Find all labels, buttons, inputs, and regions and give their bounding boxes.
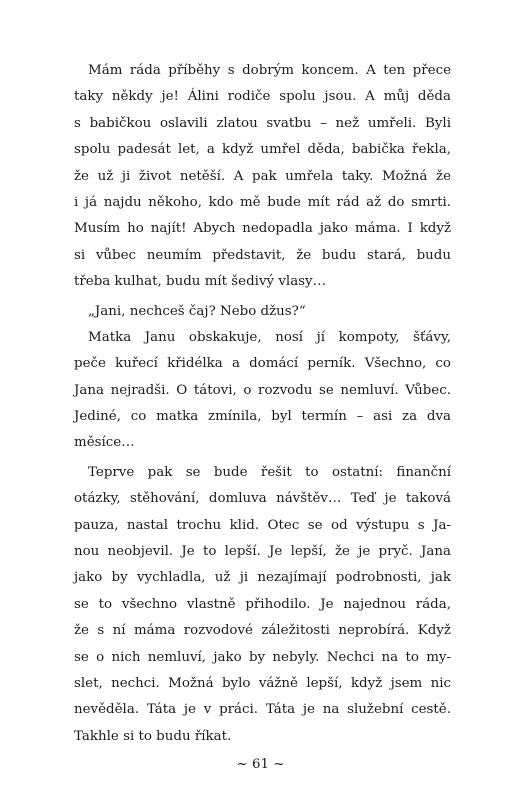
text-line: i já najdu někoho, kdo mě bude mít rád až do smrti. — [74, 194, 451, 210]
text-line: Teprve pak se bude řešit to ostatní: finanční — [88, 464, 451, 480]
text-line: slet, nechci. Možná bylo vážně lepší, když jsem nic — [74, 675, 451, 691]
page-number: ~ 61 ~ — [236, 757, 285, 772]
text-line: peče kuřecí křidélka a domácí perník. Všechno, co — [74, 356, 451, 372]
text-line: nou neobjevil. Je to lepší. Je lepší, že je pryč. Jana — [74, 544, 451, 560]
text-line: Mám ráda příběhy s dobrým koncem. A ten přece — [88, 63, 451, 78]
text-line: Jana nejradši. O tátovi, o rozvodu se nemluví. Vůbec. — [74, 382, 451, 398]
text-line: s babičkou oslavili zlatou svatbu – než umřeli. Byli — [74, 115, 451, 131]
text-line: měsíce… — [74, 435, 135, 451]
body-text — [74, 58, 451, 750]
text-line: si vůbec neumím představit, že budu stará, budu — [74, 247, 451, 263]
text-line: že s ní máma rozvodové záležitosti neprobírá. Když — [74, 623, 451, 639]
text-line: pauza, nastal trochu klid. Otec se od výstupu s Ja- — [74, 517, 451, 533]
text-line: jako by vychladla, už ji nezajímají podrobnosti, jak — [74, 570, 451, 586]
text-line: Takhle si to budu říkat. — [74, 728, 232, 744]
text-line: taky někdy je! Álini rodiče spolu jsou. A můj děda — [74, 89, 451, 105]
dialogue-line: „Jani, nechceš čaj? Nebo džus?“ — [88, 303, 306, 319]
text-line: Jediné, co matka zmínila, byl termín – asi za dva — [74, 409, 451, 425]
text-line: Matka Janu obskakuje, nosí jí kompoty, šťávy, — [88, 329, 451, 345]
text-line: se o nich nemluví, jako by nebyly. Nechci na to my- — [74, 649, 451, 665]
text-line: spolu padesát let, a když umřel děda, babička řekla, — [74, 142, 451, 158]
text-line: třeba kulhat, budu mít šedivý vlasy… — [74, 274, 327, 290]
text-line: otázky, stěhování, domluva návštěv… Teď je taková — [74, 491, 451, 507]
text-line: nevěděla. Táta je v práci. Táta je na služební cestě. — [74, 702, 451, 718]
text-line: že už ji život netěší. A pak umřela taky. Možná že — [74, 168, 451, 184]
text-line: se to všechno vlastně přihodilo. Je najednou ráda, — [74, 596, 451, 612]
text-line: Musím ho najít! Abych nedopadla jako máma. I když — [74, 221, 451, 237]
